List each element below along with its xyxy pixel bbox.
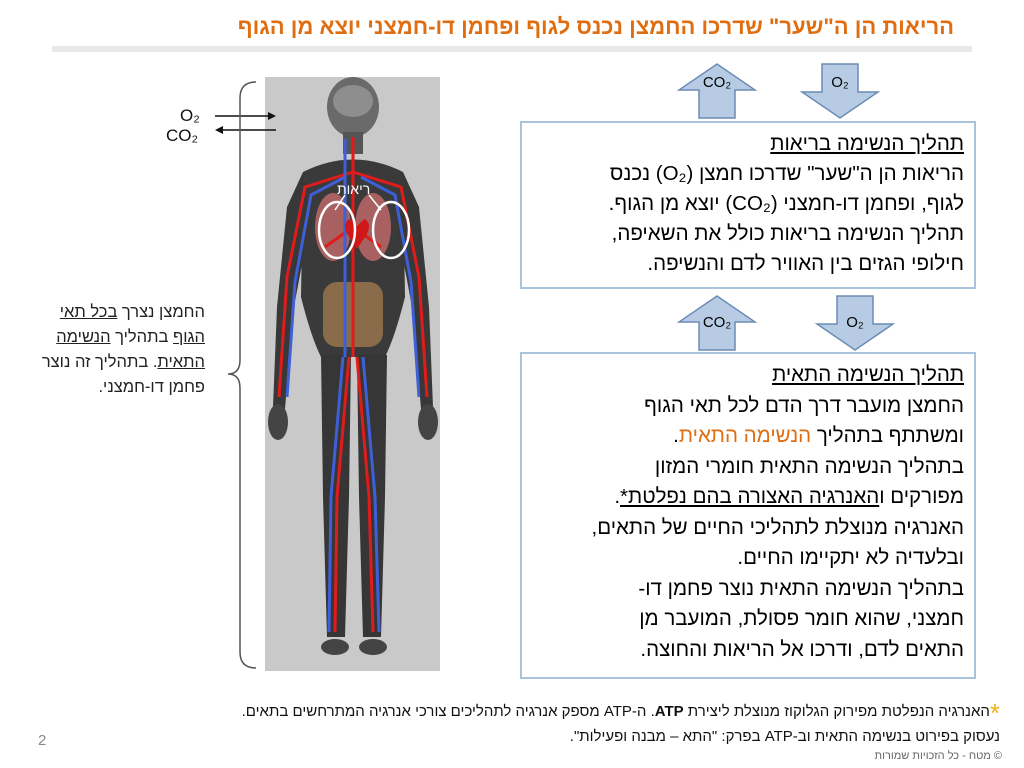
copyright: © מטח - כל הזכויות שמורות [874, 750, 1002, 762]
energy-released-term: האנרגיה האצורה בהם נפלטת* [620, 485, 880, 508]
circulatory-body-figure [265, 77, 440, 671]
co2-gas-label: CO₂ [166, 126, 199, 145]
cell-box-line: בתהליך הנשימה התאית נוצר פחמן דו- [638, 576, 964, 600]
title-underline [52, 46, 972, 52]
cell-box-line: החמצן מועבר דרך הדם לכל תאי הגוף [644, 393, 964, 417]
o2-gas-label: O₂ [180, 106, 200, 125]
page-title: הריאות הן ה"שער" שדרכו החמצן נכנס לגוף ופחמן דו-חמצני יוצא מן הגוף [237, 14, 954, 39]
co2-label: CO₂ [702, 314, 732, 331]
lung-breathing-box [520, 121, 976, 289]
lung-box-line: לגוף, ופחמן דו-חמצני (CO₂) יוצא מן הגוף. [608, 192, 964, 215]
text-segment: מפורקים ו [879, 485, 964, 508]
lung-box-line: הריאות הן ה"שער" שדרכו חמצן (O₂) נכנס [609, 162, 964, 185]
footnote [20, 700, 1000, 749]
cell-box-heading: תהליך הנשימה התאית [772, 363, 964, 386]
body-brace [210, 80, 260, 680]
cellular-respiration-box [520, 352, 976, 679]
footnote-line [20, 698, 1000, 728]
co2-out-arrow-top [677, 62, 757, 120]
text-segment: . בתהליך זה נוצר פחמן דו-חמצני. [41, 353, 205, 396]
text-segment: בתהליך [110, 328, 173, 346]
co2-out-arrow-mid [677, 294, 757, 352]
text-segment: . [614, 485, 621, 508]
text-segment: . ה-ATP מספק אנרגיה לתהליכים צורכי אנרגיה המתרחשים בתאים. [241, 703, 655, 720]
cell-box-line: בתהליך הנשימה התאית חומרי המזון [654, 454, 964, 478]
atp-term: ATP [654, 703, 684, 720]
text-segment: החמצן נצרך [117, 303, 205, 321]
o2-in-arrow-top [800, 62, 880, 120]
text-segment: ומשתתף בתהליך [811, 424, 964, 447]
o2-label: O₂ [846, 314, 864, 331]
cell-box-line: ובלעדיה לא יתקיימו החיים. [737, 546, 964, 569]
body-illustration [265, 77, 440, 671]
cellular-respiration-term: הנשימה התאית [56, 328, 205, 371]
all-body-cells-term: בכל תאי הגוף [59, 303, 205, 346]
o2-in-arrow-mid [815, 294, 895, 352]
cell-box-line [532, 421, 964, 452]
co2-label: CO₂ [702, 74, 732, 91]
lung-box-line: חילופי הגזים בין האוויר לדם והנשיפה. [647, 252, 964, 275]
cell-box-line [532, 482, 964, 513]
o2-label: O₂ [831, 74, 849, 91]
text-segment: האנרגיה הנפלטת מפירוק הגלוקוז מנוצלת ליצירת [683, 703, 990, 720]
lung-box-heading: תהליך הנשימה בריאות [770, 132, 964, 155]
text-segment: . [673, 424, 679, 447]
page-number: 2 [38, 732, 47, 749]
cell-box-line: התאים לדם, ודרכו אל הריאות והחוצה. [640, 637, 964, 661]
side-note [40, 300, 205, 400]
footnote-line: נעסוק בפירוט בנשימה התאית וב-ATP בפרק: "התא – מבנה ופעילות". [569, 728, 1000, 745]
cellular-respiration-term: הנשימה התאית [678, 424, 812, 447]
footnote-star: * [989, 698, 1000, 728]
lungs-label: ריאות [337, 181, 371, 197]
cell-box-line: חמצני, שהוא חומר פסולת, המועבר מן [639, 607, 964, 630]
cell-box-line: האנרגיה מנוצלת לתהליכי החיים של התאים, [591, 515, 964, 539]
lung-box-line: תהליך הנשימה בריאות כולל את השאיפה, [611, 222, 964, 245]
